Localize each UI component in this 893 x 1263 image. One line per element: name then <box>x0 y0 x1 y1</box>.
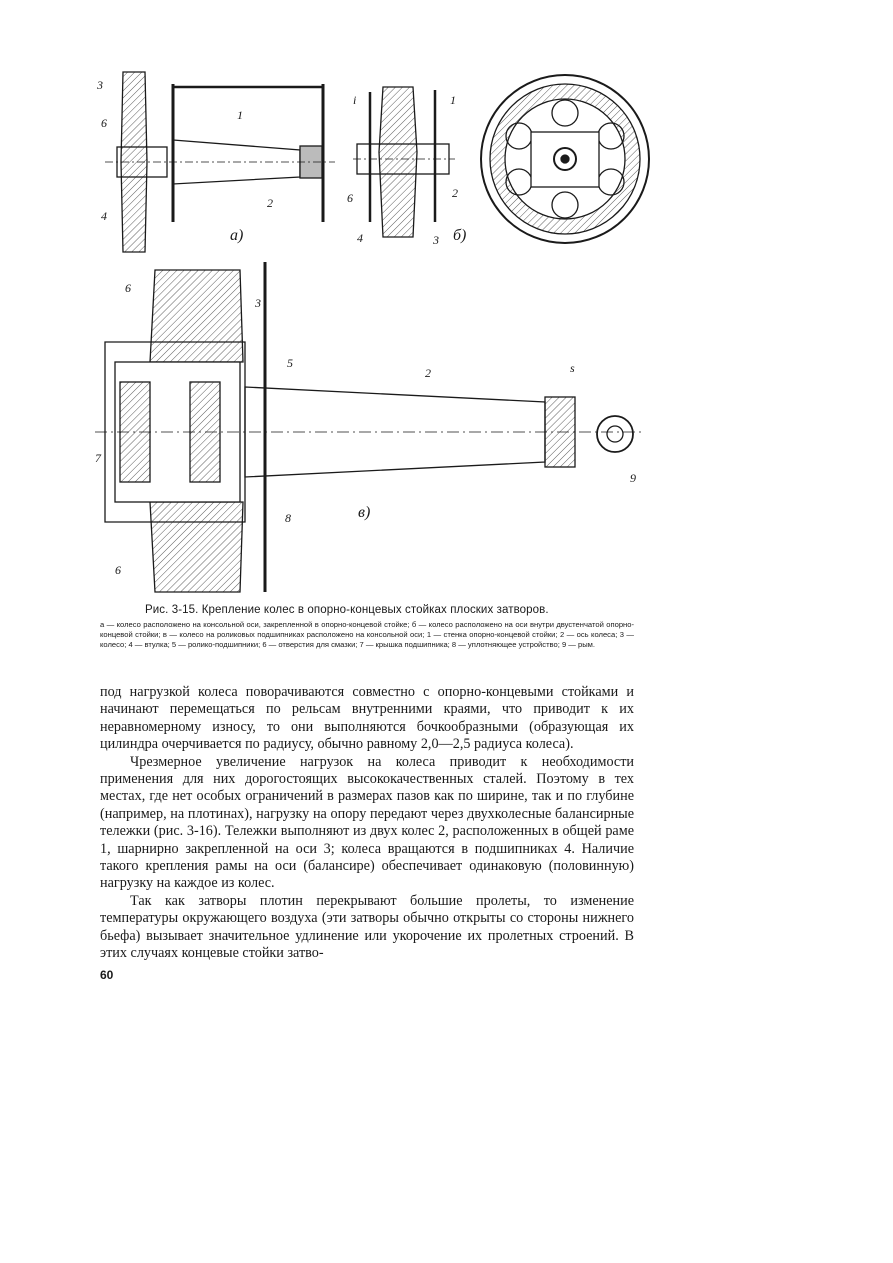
label-a-6: 6 <box>101 116 107 130</box>
label-b-4: 4 <box>357 231 363 245</box>
drawing-b <box>353 87 455 237</box>
label-b-2: 2 <box>452 186 458 200</box>
label-b-6: 6 <box>347 191 353 205</box>
drawing-c <box>95 262 643 592</box>
technical-figure <box>95 62 655 602</box>
label-a-2: 2 <box>267 196 273 210</box>
figure-caption-title: Рис. 3-15. Крепление колес в опорно-концевых стойках плоских затворов. <box>145 604 549 616</box>
label-b-sub: б) <box>453 227 467 244</box>
label-c-9: 9 <box>630 471 636 485</box>
label-a-3: 3 <box>97 78 103 92</box>
label-a-sub: а) <box>230 227 244 244</box>
paragraph-1: под нагрузкой колеса поворачиваются совместно с опорно-концевыми стойками и начинают перемещаться по рельсам внутренними краями, что приводит к их неравномерному износу, то они выполняются бочкообразными (образующая их цилиндра очерчивается по радиусу, обычно равному 2,0—2,5 радиуса колеса). <box>100 684 634 753</box>
label-c-3: 3 <box>255 296 261 310</box>
label-b-3: 3 <box>433 233 439 247</box>
label-c-8: 8 <box>285 511 291 525</box>
label-c-7: 7 <box>95 451 101 465</box>
drawing-a <box>105 72 335 252</box>
paragraph-2: Чрезмерное увеличение нагрузок на колеса приводит к необходимости применения для них дорогостоящих высококачественных сталей. Поэтому в тех местах, где нет особых ограничений в размерах пазов как по ширине, так и по глубине (например, на плотинах), нагрузку на опору передают через двухколесные балансирные тележки (рис. 3-16). Тележки выполняют из двух колес 2, расположенных в общей раме 1, шарнирно закрепленной на оси 3; колеса вращаются в подшипниках 4. Наличие такого крепления рамы на оси (балансире) обеспечивает одинаковую (половинную) нагрузку на каждое из колес. <box>100 753 634 892</box>
paragraph-3: Так как затворы плотин перекрывают большие пролеты, то изменение температуры окружающего воздуха (эти затворы обычно открыты со стороны нижнего бьефа) вызывает значительное удлинение или укорочение их пролетных строений. В этих случаях концевые стойки затво- <box>100 892 634 962</box>
label-a-1: 1 <box>237 108 243 122</box>
label-b-1: 1 <box>450 93 456 107</box>
page-number: 60 <box>100 968 114 982</box>
label-c-6-bot: 6 <box>115 563 121 577</box>
figure-caption-legend: а — колесо расположено на консольной оси, закрепленной в опорно-концевой стойке; б — колесо расположено на оси внутри двустенчатой опорно-концевой стойки; в — колесо на роликовых подшипниках расположено на консольной оси; 1 — стенка опорно-концевой стойки; 2 — ось колеса; 3 — колесо; 4 — втулка; 5 — ролико-подшипники; 6 — отверстия для смазки; 7 — крышка подшипника; 8 — уплотняющее устройство; 9 — рым. <box>100 620 634 649</box>
wheel-front-view <box>481 75 649 243</box>
label-c-s: s <box>570 361 575 375</box>
label-c-sub: в) <box>358 504 371 521</box>
figure-drawings <box>95 62 655 602</box>
label-c-6-top: 6 <box>125 281 131 295</box>
label-b-i: i <box>353 93 357 107</box>
body-text <box>100 684 634 963</box>
label-c-2: 2 <box>425 366 431 380</box>
label-a-4: 4 <box>101 209 107 223</box>
label-c-5: 5 <box>287 356 293 370</box>
